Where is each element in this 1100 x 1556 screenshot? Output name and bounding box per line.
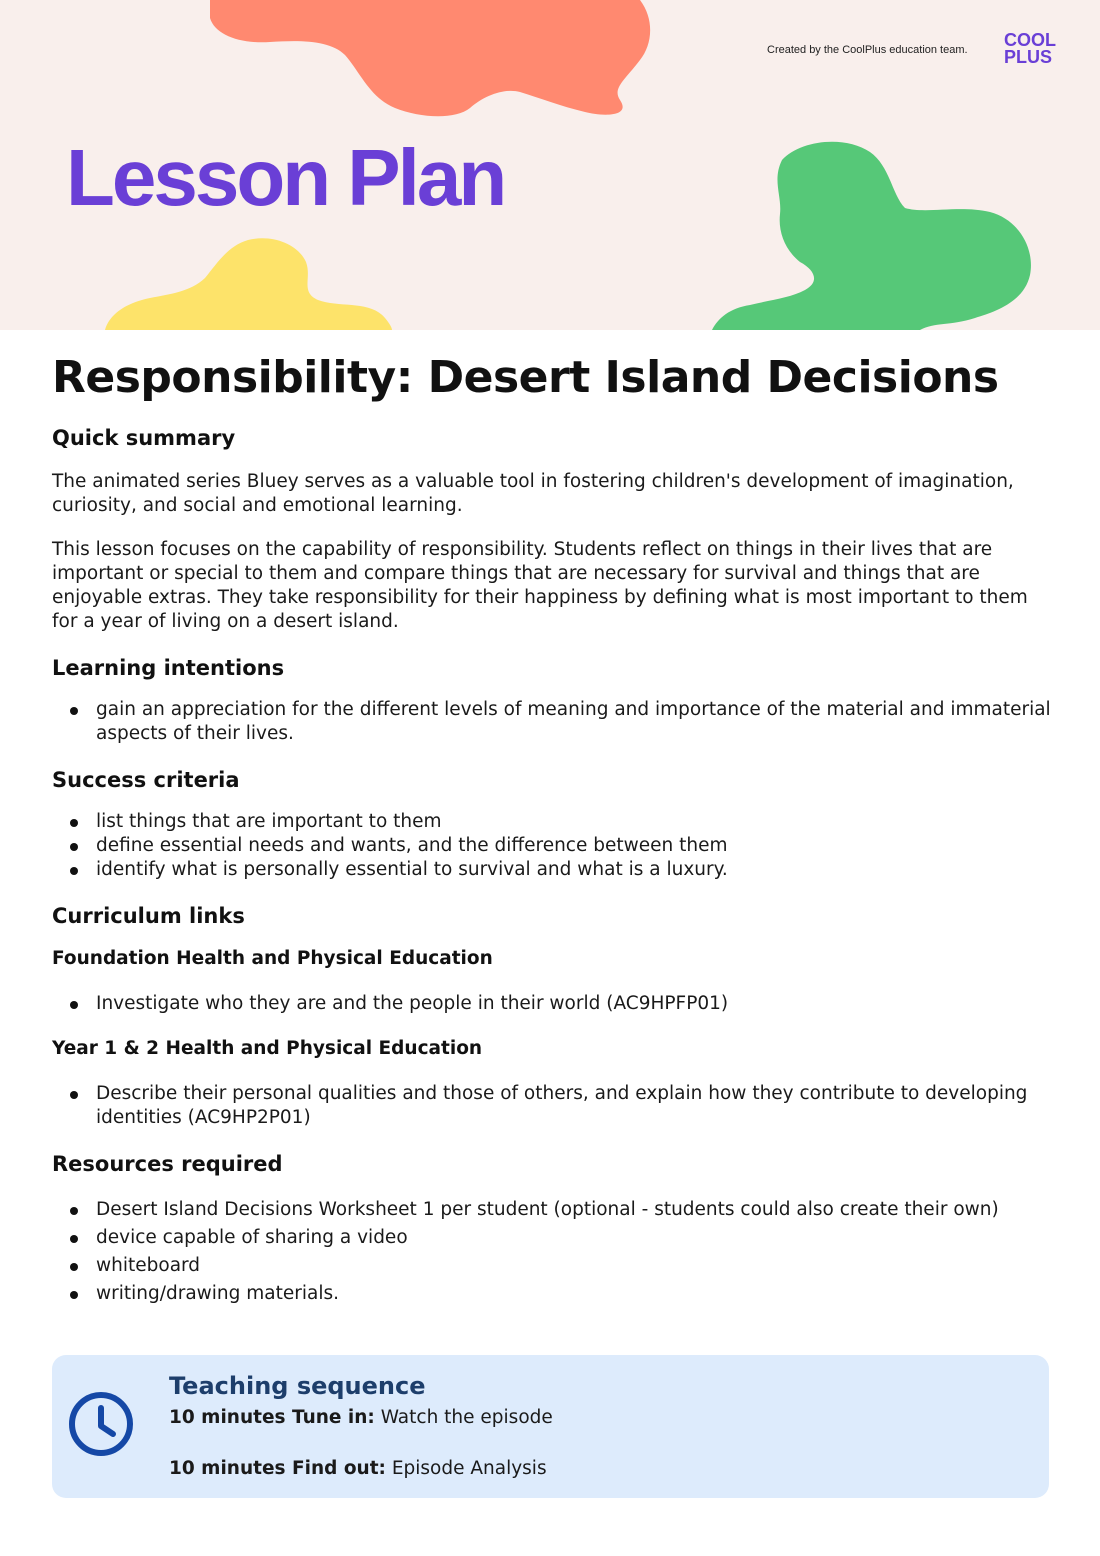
bullet-icon [70, 843, 78, 851]
success-criteria-list [52, 810, 1052, 882]
list-item [52, 858, 1052, 882]
credit-text: Created by the CoolPlus education team. [767, 44, 968, 56]
teaching-sequence-heading: Teaching sequence [169, 1372, 426, 1400]
list-item-text: device capable of sharing a video [96, 1227, 408, 1248]
success-criteria-heading: Success criteria [52, 768, 240, 792]
year12-list [52, 1082, 1052, 1130]
list-item [52, 1254, 1052, 1278]
curriculum-links-heading: Curriculum links [52, 904, 245, 928]
list-item [52, 834, 1052, 858]
step-1-label: 10 minutes Tune in: [169, 1407, 375, 1428]
sequence-step-2 [169, 1457, 547, 1481]
lesson-content [52, 344, 1052, 1306]
list-item-text: gain an appreciation for the different levels of meaning and importance of the material and immaterial aspects of their lives. [96, 699, 1051, 744]
bullet-icon [70, 819, 78, 827]
list-item [52, 698, 1052, 746]
foundation-list [52, 992, 1052, 1016]
list-item-text: Describe their personal qualities and those of others, and explain how they contribute to developing identities (AC9HP2P01) [96, 1083, 1028, 1128]
list-item [52, 1082, 1052, 1130]
quick-summary-heading: Quick summary [52, 426, 236, 450]
coral-blob [210, 0, 650, 116]
list-item-text: writing/drawing materials. [96, 1283, 340, 1304]
logo-line-1: COOL [1004, 30, 1056, 50]
bullet-icon [70, 1291, 78, 1299]
list-item [52, 1198, 1052, 1222]
bullet-icon [70, 867, 78, 875]
page-title: Responsibility: Desert Island Decisions [52, 352, 999, 403]
clock-icon [66, 1389, 136, 1459]
yellow-blob [105, 238, 392, 330]
green-blob [712, 142, 1031, 330]
foundation-heading: Foundation Health and Physical Education [52, 948, 493, 969]
list-item-text: whiteboard [96, 1255, 201, 1276]
sequence-step-1 [169, 1406, 553, 1430]
step-1-text: Watch the episode [374, 1407, 553, 1428]
header-banner [0, 0, 1100, 330]
list-item-text: define essential needs and wants, and the difference between them [96, 835, 728, 856]
step-2-text: Episode Analysis [385, 1458, 547, 1479]
bullet-icon [70, 1263, 78, 1271]
bullet-icon [70, 1235, 78, 1243]
logo-line-2: PLUS [1004, 47, 1053, 67]
learning-intentions-list [52, 698, 1052, 746]
list-item [52, 992, 1052, 1016]
resources-heading: Resources required [52, 1152, 283, 1176]
bullet-icon [70, 1001, 78, 1009]
list-item [52, 1226, 1052, 1250]
list-item-text: Investigate who they are and the people in their world (AC9HPFP01) [96, 993, 729, 1014]
list-item-text: list things that are important to them [96, 811, 442, 832]
summary-paragraph-2: This lesson focuses on the capability of responsibility. Students reflect on things in their lives that are important or special to them and compare things that are necessary for survival and things that are enjoyable extras. They take responsibility for their happiness by defining what is most important to them for a year of living on a desert island. [52, 539, 1028, 632]
list-item [52, 1282, 1052, 1306]
list-item-text: Desert Island Decisions Worksheet 1 per student (optional - students could also create their own) [96, 1199, 999, 1220]
teaching-sequence-box [52, 1355, 1049, 1498]
bullet-icon [70, 1091, 78, 1099]
summary-paragraph-1: The animated series Bluey serves as a valuable tool in fostering children's development of imagination, curiosity, and social and emotional learning. [52, 471, 1014, 516]
learning-intentions-heading: Learning intentions [52, 656, 285, 680]
coolplus-logo [1004, 32, 1068, 66]
bullet-icon [70, 1207, 78, 1215]
resources-list [52, 1198, 1052, 1306]
bullet-icon [70, 707, 78, 715]
list-item [52, 810, 1052, 834]
year12-heading: Year 1 & 2 Health and Physical Education [52, 1038, 483, 1059]
step-2-label: 10 minutes Find out: [169, 1458, 386, 1479]
hero-title: Lesson Plan [66, 133, 505, 222]
list-item-text: identify what is personally essential to survival and what is a luxury. [96, 859, 728, 880]
